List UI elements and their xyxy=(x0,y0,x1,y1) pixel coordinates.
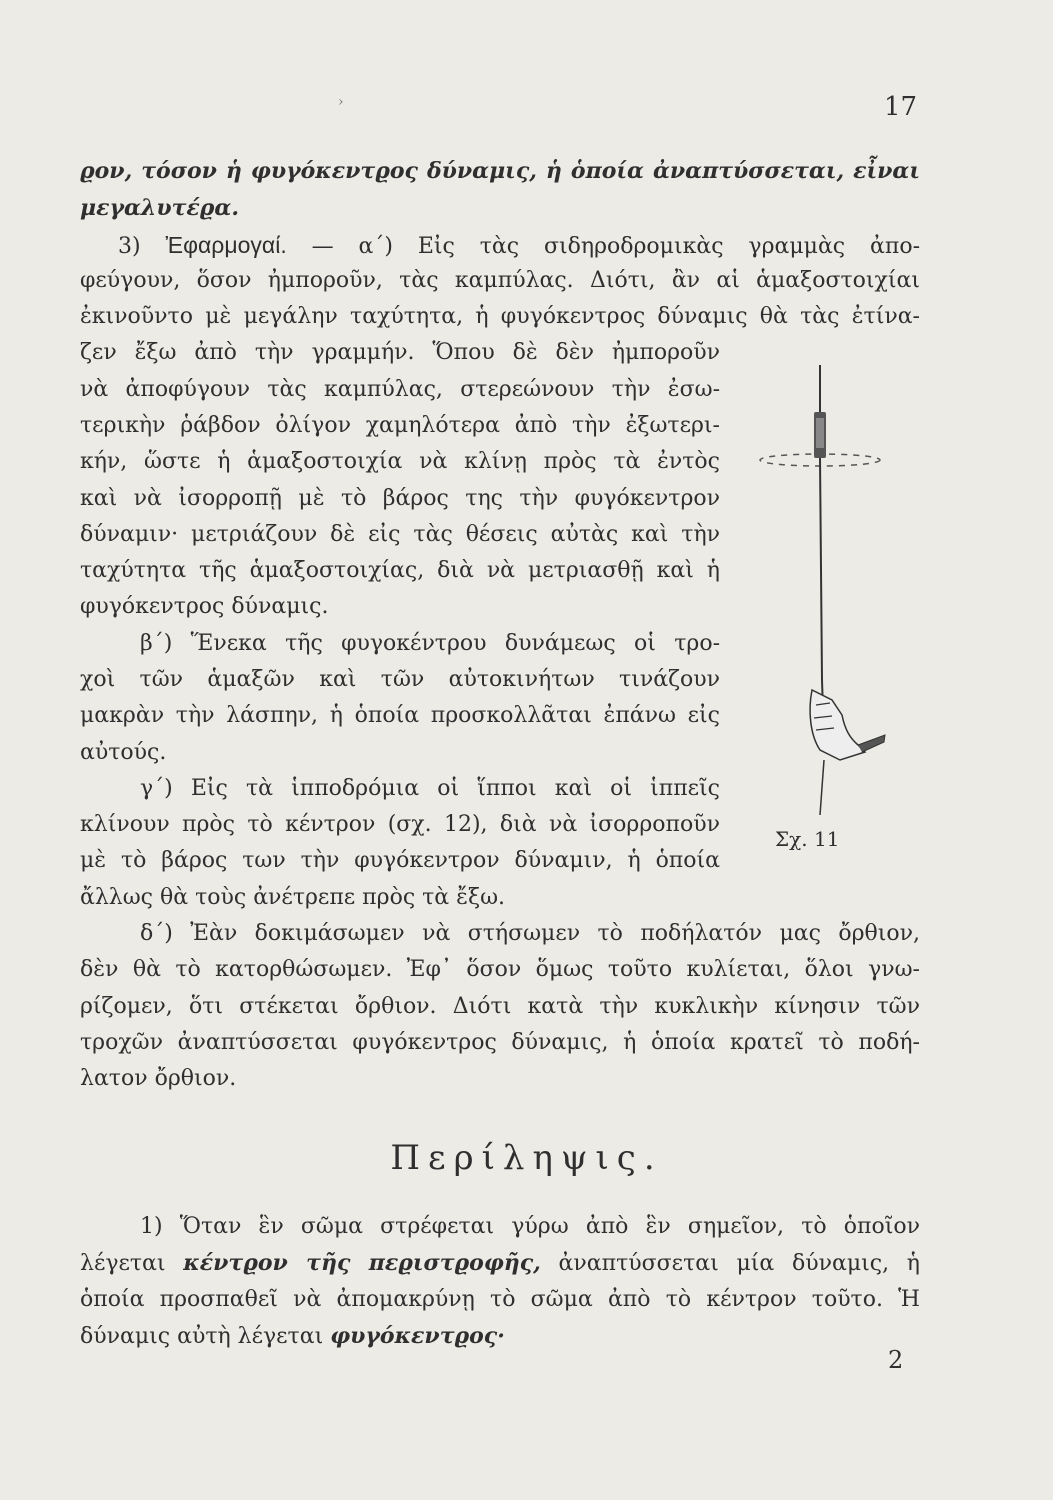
text-line-17: αὐτούς. xyxy=(80,740,167,765)
text-line-9: κήν, ὥστε ἡ ἁμαξοστοιχία νὰ κλίνῃ πρὸς τὰ ἐντὸς xyxy=(80,449,720,474)
summary-line-3: ὁποία προσπαθεῖ νὰ ἀπομακρύνῃ τὸ σῶμα ἀπὸ τὸ κέντρον τοῦτο. Ἡ xyxy=(80,1287,920,1312)
text-line-19: κλίνουν πρὸς τὸ κέντρον (σχ. 12), διὰ νὰ ἰσορροποῦν xyxy=(80,812,720,837)
text-line-16: μακρὰν τὴν λάσπην, ἡ ὁποία προσκολλᾶται ἐπάνω εἰς xyxy=(80,703,720,728)
text-line-4: φεύγουν, ὅσον ἠμποροῦν, τὰς καμπύλας. Διότι, ἂν αἱ ἁμαξοστοιχίαι xyxy=(80,268,920,293)
emphasis-term: κέντϱον τῆς πεϱιστϱοφῆς, xyxy=(183,1250,541,1276)
section-number: 3) xyxy=(118,234,141,259)
summary-line-4 xyxy=(80,1321,920,1352)
summary-line-1: 1) Ὅταν ἓν σῶμα στρέφεται γύρω ἀπὸ ἓν σημεῖον, τὸ ὁποῖον xyxy=(140,1214,920,1239)
page-number: 17 xyxy=(884,92,918,122)
text-line-18: γ΄) Εἰς τὰ ἱπποδρόμια οἱ ἵπποι καὶ οἱ ἱππεῖς xyxy=(140,776,720,801)
text-line-3 xyxy=(118,230,920,262)
text-line-26: λατον ὄρθιον. xyxy=(80,1066,237,1091)
text-line-20: μὲ τὸ βάρος των τὴν φυγόκεντρον δύναμιν, ἡ ὁποία xyxy=(80,848,720,873)
text-line-10: καὶ νὰ ἰσορροπῇ μὲ τὸ βάρος της τὴν φυγόκεντρον xyxy=(80,486,720,511)
summary-text: λέγεται xyxy=(80,1251,166,1276)
text-line-15: χοὶ τῶν ἁμαξῶν καὶ τῶν αὐτοκινήτων τινάζουν xyxy=(80,667,720,692)
text-line-2: μεγαλυτέϱα. xyxy=(80,195,240,221)
section-text: — α΄) Εἰς τὰς σιδηροδρομικὰς γραμμὰς ἀπο- xyxy=(311,234,921,259)
figure-11 xyxy=(750,360,890,830)
text-line-11: δύναμιν· μετριάζουν δὲ εἰς τὰς θέσεις αὐτὰς καὶ τὴν xyxy=(80,522,720,547)
text-line-6: ζεν ἔξω ἀπὸ τὴν γραμμήν. Ὅπου δὲ δὲν ἠμποροῦν xyxy=(80,340,720,365)
text-line-23: δὲν θὰ τὸ κατορθώσωμεν. Ἐφ᾽ ὅσον ὅμως τοῦτο κυλίεται, ὅλοι γνω- xyxy=(80,957,920,982)
text-line-8: τερικὴν ῥάβδον ὀλίγον χαμηλότερα ἀπὸ τὴν ἐξωτερι- xyxy=(80,413,720,438)
summary-title: Περίληψις. xyxy=(390,1138,663,1178)
text-line-7: νὰ ἀποφύγουν τὰς καμπύλας, στερεώνουν τὴν ἐσω- xyxy=(80,377,720,402)
text-line-14: β΄) Ἕνεκα τῆς φυγοκέντρου δυνάμεως οἱ τρο- xyxy=(140,631,720,656)
summary-text: ἀναπτύσσεται μία δύναμις, ἡ xyxy=(558,1251,920,1276)
text-line-25: τροχῶν ἀναπτύσσεται φυγόκεντρος δύναμις, ἡ ὁποία κρατεῖ τὸ ποδή- xyxy=(80,1030,920,1055)
text-line-24: ρίζομεν, ὅτι στέκεται ὄρθιον. Διότι κατὰ τὴν κυκλικὴν κίνησιν τῶν xyxy=(80,994,920,1019)
summary-text: δύναμις αὐτὴ λέγεται xyxy=(80,1324,324,1349)
hand-holding-rod-icon xyxy=(750,360,890,830)
emphasis-term: φυγόκεντϱος· xyxy=(330,1323,505,1349)
text-line-13: φυγόκεντρος δύναμις. xyxy=(80,594,329,619)
text-line-1: ϱον, τόσον ἡ φυγόκεντϱος δύναμις, ἡ ὁποία ἀναπτύσσεται, εἶναι xyxy=(80,158,920,184)
text-line-12: ταχύτητα τῆς ἁμαξοστοιχίας, διὰ νὰ μετριασθῇ καὶ ἡ xyxy=(80,558,720,583)
figure-caption: Σχ. 11 xyxy=(775,827,840,851)
summary-line-2 xyxy=(80,1248,920,1279)
stray-mark: › xyxy=(338,94,344,110)
text-line-22: δ΄) Ἐὰν δοκιμάσωμεν νὰ στήσωμεν τὸ ποδήλατόν μας ὄρθιον, xyxy=(140,921,920,946)
text-line-21: ἄλλως θὰ τοὺς ἀνέτρεπε πρὸς τὰ ἔξω. xyxy=(80,885,506,910)
signature-number: 2 xyxy=(888,1346,904,1374)
section-heading: Ἐφαρμογαί. xyxy=(165,232,287,258)
text-line-5: ἐκινοῦντο μὲ μεγάλην ταχύτητα, ἡ φυγόκεντρος δύναμις θὰ τὰς ἐτίνα- xyxy=(80,304,920,329)
